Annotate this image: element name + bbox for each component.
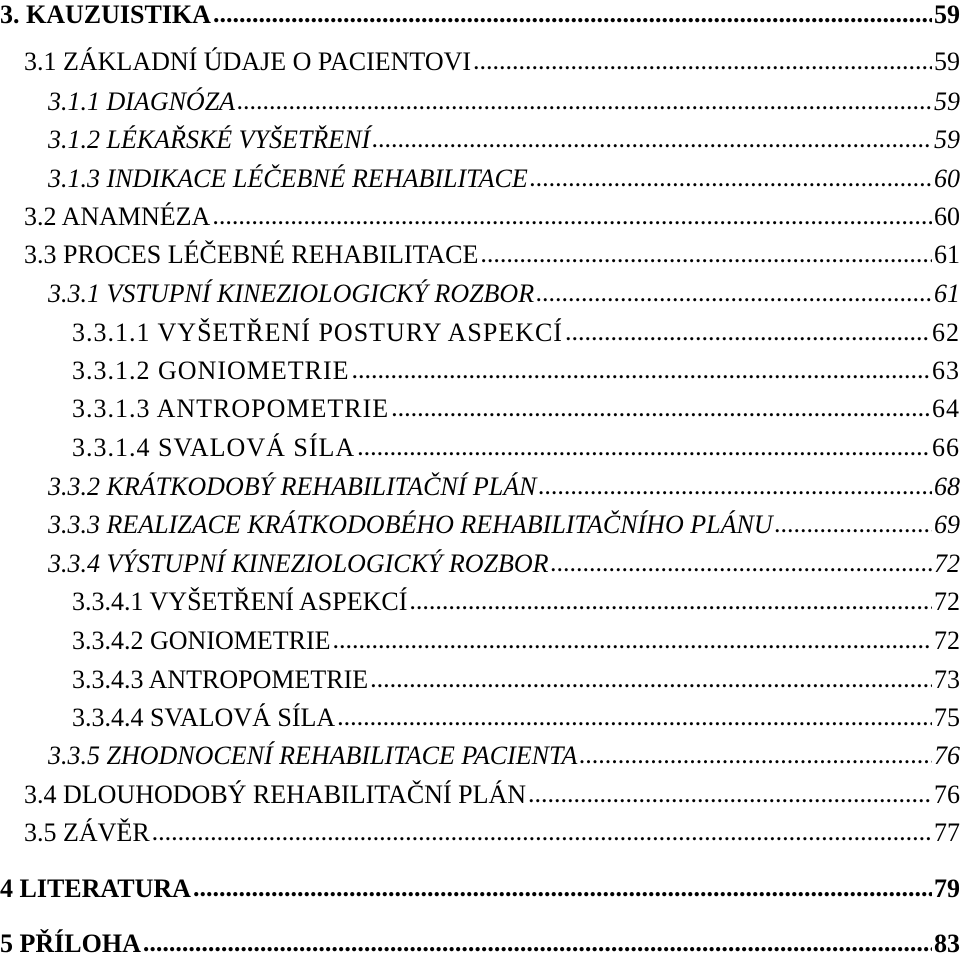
toc-entry-page: 66 xyxy=(932,433,960,462)
toc-entry-page: 64 xyxy=(932,394,960,423)
toc-entry-title: 3.1.3 INDIKACE LÉČEBNÉ REHABILITACE xyxy=(48,164,528,193)
toc-entry-page: 68 xyxy=(934,472,960,501)
dot-leader xyxy=(213,0,932,29)
toc-entry-4-literatura[interactable] xyxy=(0,874,960,904)
toc-entry-title: 3.3.4 VÝSTUPNÍ KINEZIOLOGICKÝ ROZBOR xyxy=(48,549,549,578)
toc-entry-title: 3.3.4.2 GONIOMETRIE xyxy=(72,626,331,655)
toc-entry-3-3-2[interactable] xyxy=(48,472,960,502)
toc-entry-3-3-1[interactable] xyxy=(48,279,960,309)
toc-entry-3-3-4-1[interactable] xyxy=(72,587,960,617)
toc-entry-title: 3.3.5 ZHODNOCENÍ REHABILITACE PACIENTA xyxy=(48,741,578,770)
toc-entry-title: 3.3.2 KRÁTKODOBÝ REHABILITAČNÍ PLÁN xyxy=(48,472,537,501)
toc-entry-page: 59 xyxy=(934,125,960,154)
dot-leader xyxy=(536,278,932,308)
dot-leader xyxy=(565,317,930,347)
dot-leader xyxy=(538,471,932,501)
toc-entry-3-3-5[interactable] xyxy=(48,741,960,771)
toc-entry-title: 3.1.2 LÉKAŘSKÉ VYŠETŘENÍ xyxy=(48,125,371,154)
toc-entry-3-3[interactable] xyxy=(24,240,960,270)
dot-leader xyxy=(357,432,930,462)
toc-entry-page: 62 xyxy=(932,318,960,347)
toc-entry-page: 83 xyxy=(934,929,960,958)
toc-entry-3-1-1[interactable] xyxy=(48,87,960,117)
toc-entry-3-3-4-3[interactable] xyxy=(72,665,960,695)
toc-entry-3-3-1-4[interactable] xyxy=(72,433,960,463)
dot-leader xyxy=(409,586,932,616)
toc-entry-3-1-2[interactable] xyxy=(48,125,960,155)
toc-entry-3-3-1-2[interactable] xyxy=(72,356,960,386)
toc-entry-page: 63 xyxy=(932,356,960,385)
dot-leader xyxy=(530,163,932,193)
dot-leader xyxy=(473,46,932,76)
toc-entry-page: 76 xyxy=(934,741,960,770)
toc-entry-title: 3.1 ZÁKLADNÍ ÚDAJE O PACIENTOVI xyxy=(24,47,472,76)
dot-leader xyxy=(372,124,932,154)
toc-entry-title: 3.3.1.4 SVALOVÁ SÍLA xyxy=(72,433,356,462)
toc-entry-page: 61 xyxy=(934,240,960,269)
toc-entry-title: 3.5 ZÁVĚR xyxy=(24,818,150,847)
dot-leader xyxy=(143,928,932,958)
toc-entry-title: 3. KAUZUISTIKA xyxy=(0,0,211,29)
dot-leader xyxy=(352,355,930,385)
dot-leader xyxy=(480,239,932,269)
dot-leader xyxy=(152,817,932,847)
toc-entry-page: 72 xyxy=(934,587,960,616)
toc-entry-3-3-4-4[interactable] xyxy=(72,703,960,733)
dot-leader xyxy=(551,548,932,578)
toc-entry-title: 3.3.1.3 ANTROPOMETRIE xyxy=(72,394,390,423)
dot-leader xyxy=(370,664,932,694)
toc-entry-page: 72 xyxy=(934,626,960,655)
dot-leader xyxy=(775,509,932,539)
toc-entry-3-4[interactable] xyxy=(24,780,960,810)
dot-leader xyxy=(337,702,932,732)
toc-entry-title: 3.2 ANAMNÉZA xyxy=(24,202,211,231)
toc-entry-title: 3.3.1.1 VYŠETŘENÍ POSTURY ASPEKCÍ xyxy=(72,318,563,347)
toc-entry-title: 3.3.4.4 SVALOVÁ SÍLA xyxy=(72,703,336,732)
toc-entry-3-1[interactable] xyxy=(24,47,960,77)
toc-entry-title: 3.1.1 DIAGNÓZA xyxy=(48,87,236,116)
toc-entry-3-5[interactable] xyxy=(24,818,960,848)
toc-entry-title: 3.3.1 VSTUPNÍ KINEZIOLOGICKÝ ROZBOR xyxy=(48,279,535,308)
dot-leader xyxy=(579,740,932,770)
toc-entry-5-priloha[interactable] xyxy=(0,929,960,959)
dot-leader xyxy=(333,625,932,655)
toc-entry-page: 60 xyxy=(934,202,960,231)
toc-entry-page: 59 xyxy=(934,0,960,29)
toc-entry-page: 72 xyxy=(934,549,960,578)
toc-entry-3-kauzuistika[interactable] xyxy=(0,0,960,30)
toc-entry-3-2[interactable] xyxy=(24,202,960,232)
dot-leader xyxy=(193,873,932,903)
toc-entry-page: 61 xyxy=(934,279,960,308)
dot-leader xyxy=(528,779,932,809)
toc-entry-page: 76 xyxy=(934,780,960,809)
toc-entry-3-3-1-3[interactable] xyxy=(72,394,960,424)
toc-entry-title: 3.3.3 REALIZACE KRÁTKODOBÉHO REHABILITAČNÍHO PLÁNU xyxy=(48,510,773,539)
toc-entry-3-3-4-2[interactable] xyxy=(72,626,960,656)
dot-leader xyxy=(391,393,930,423)
toc-entry-3-1-3[interactable] xyxy=(48,164,960,194)
toc-entry-page: 75 xyxy=(934,703,960,732)
toc-entry-title: 3.3.1.2 GONIOMETRIE xyxy=(72,356,350,385)
toc-entry-3-3-3[interactable] xyxy=(48,510,960,540)
toc-entry-page: 59 xyxy=(934,87,960,116)
toc-entry-title: 3.4 DLOUHODOBÝ REHABILITAČNÍ PLÁN xyxy=(24,780,526,809)
toc-entry-page: 59 xyxy=(934,47,960,76)
toc-entry-title: 4 LITERATURA xyxy=(0,874,191,903)
toc-entry-title: 3.3.4.1 VYŠETŘENÍ ASPEKCÍ xyxy=(72,587,408,616)
toc-entry-title: 5 PŘÍLOHA xyxy=(0,929,141,958)
toc-entry-page: 79 xyxy=(934,874,960,903)
toc-entry-page: 73 xyxy=(934,665,960,694)
dot-leader xyxy=(237,86,932,116)
toc-entry-3-3-1-1[interactable] xyxy=(72,318,960,348)
dot-leader xyxy=(212,201,932,231)
toc-entry-title: 3.3 PROCES LÉČEBNÉ REHABILITACE xyxy=(24,240,479,269)
toc-entry-page: 60 xyxy=(934,164,960,193)
toc-entry-3-3-4[interactable] xyxy=(48,549,960,579)
toc-entry-page: 77 xyxy=(934,818,960,847)
toc-entry-title: 3.3.4.3 ANTROPOMETRIE xyxy=(72,665,369,694)
toc-entry-page: 69 xyxy=(934,510,960,539)
